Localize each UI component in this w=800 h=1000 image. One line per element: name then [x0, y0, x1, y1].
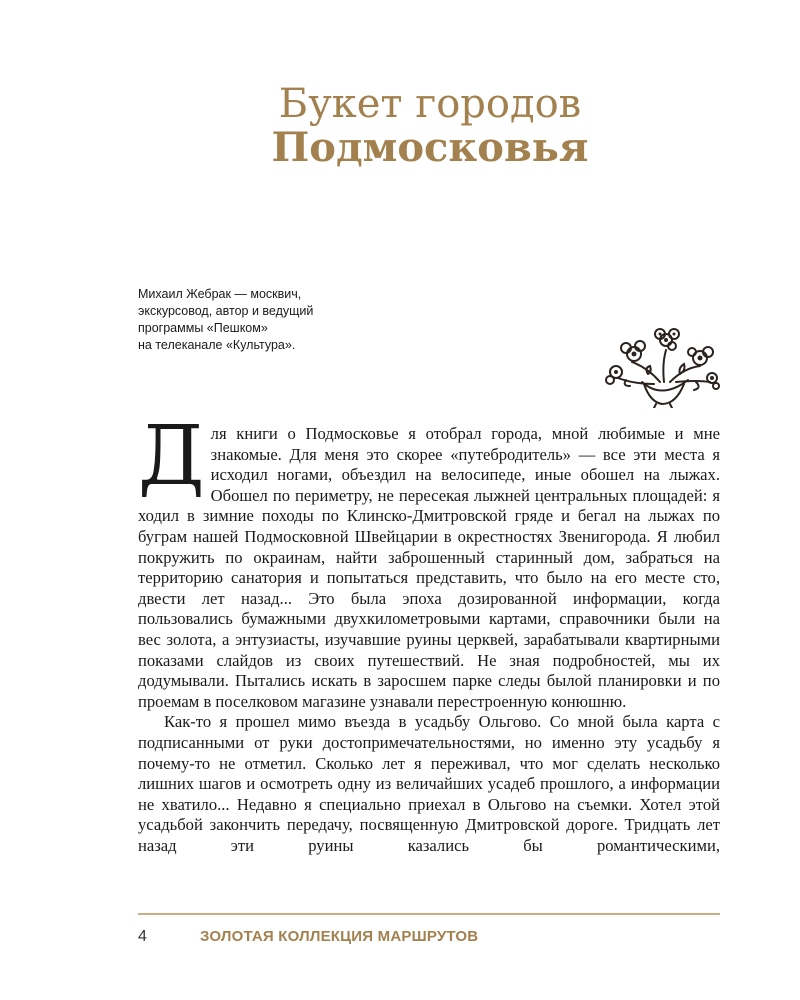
title-line-1: Букет городов — [278, 81, 582, 127]
paragraph-2: Как-то я прошел мимо въезда в усадьбу Ольгово. Со мной была карта с подписанными от руки достопримечательностями, но именно эту усадьбу я почему-то не отметил. Сколько лет я переживал, что мог сделать несколько лишних шагов и осмотреть одну из величайших усадеб прошлого, а информации не хватило... Недавно я специально приехал в Ольгово на съемки. Хотел этой усадьбой закончить передачу, посвященную Дмитровской дороге. Тридцать лет назад эти руины казались бы романтическими, — [138, 712, 720, 855]
section-name: ЗОЛОТАЯ КОЛЛЕКЦИЯ МАРШРУТОВ — [200, 928, 479, 945]
author-note-line: программы «Пешком» — [138, 321, 268, 335]
author-note-line: экскурсовод, автор и ведущий — [138, 304, 314, 318]
author-note — [138, 286, 378, 354]
author-note-line: на телеканале «Культура». — [138, 338, 296, 352]
page-title — [140, 82, 720, 170]
flower-bouquet-icon — [604, 324, 720, 408]
footer-divider — [138, 913, 720, 915]
title-line-2: Подмосковья — [271, 124, 589, 171]
article-body — [138, 409, 720, 856]
paragraph-1-text: ля книги о Подмосковье я отобрал города, мной любимые и мне знакомые. Для меня это скорее «путебродитель» — все эти места я исходил ногами, объездил на велосипеде, иные обошел на лыжах. Обошел по периметру, не пересекая лыжней центральных площадей: я ходил в зимние походы по Клинско-Дмитровской гряде и бегал на лыжах по буграм нашей Подмосковной Швейцарии в окрестностях Звенигорода. Я любил покружить по окраинам, найти заброшенный старинный дом, забраться на территорию санатория и попытаться представить, что было на его месте сто, двести лет назад... Это была эпоха дозированной информации, когда пользовались бумажными двухкилометровыми картами, справочники были на вес золота, а энтузиасты, изучавшие руины церквей, зарабатывали квартирными показами слайдов из своих путешествий. Не зная подробностей, мы их додумывали. Пытались искать в заросшем парке следы былой планировки и по проемам в поселковом магазине узнавали перестроенную конюшню. — [138, 424, 720, 711]
author-note-line: Михаил Жебрак — москвич, — [138, 287, 302, 301]
page-number: 4 — [138, 928, 147, 945]
drop-cap: Д — [138, 409, 205, 504]
paragraph-1 — [138, 409, 720, 712]
